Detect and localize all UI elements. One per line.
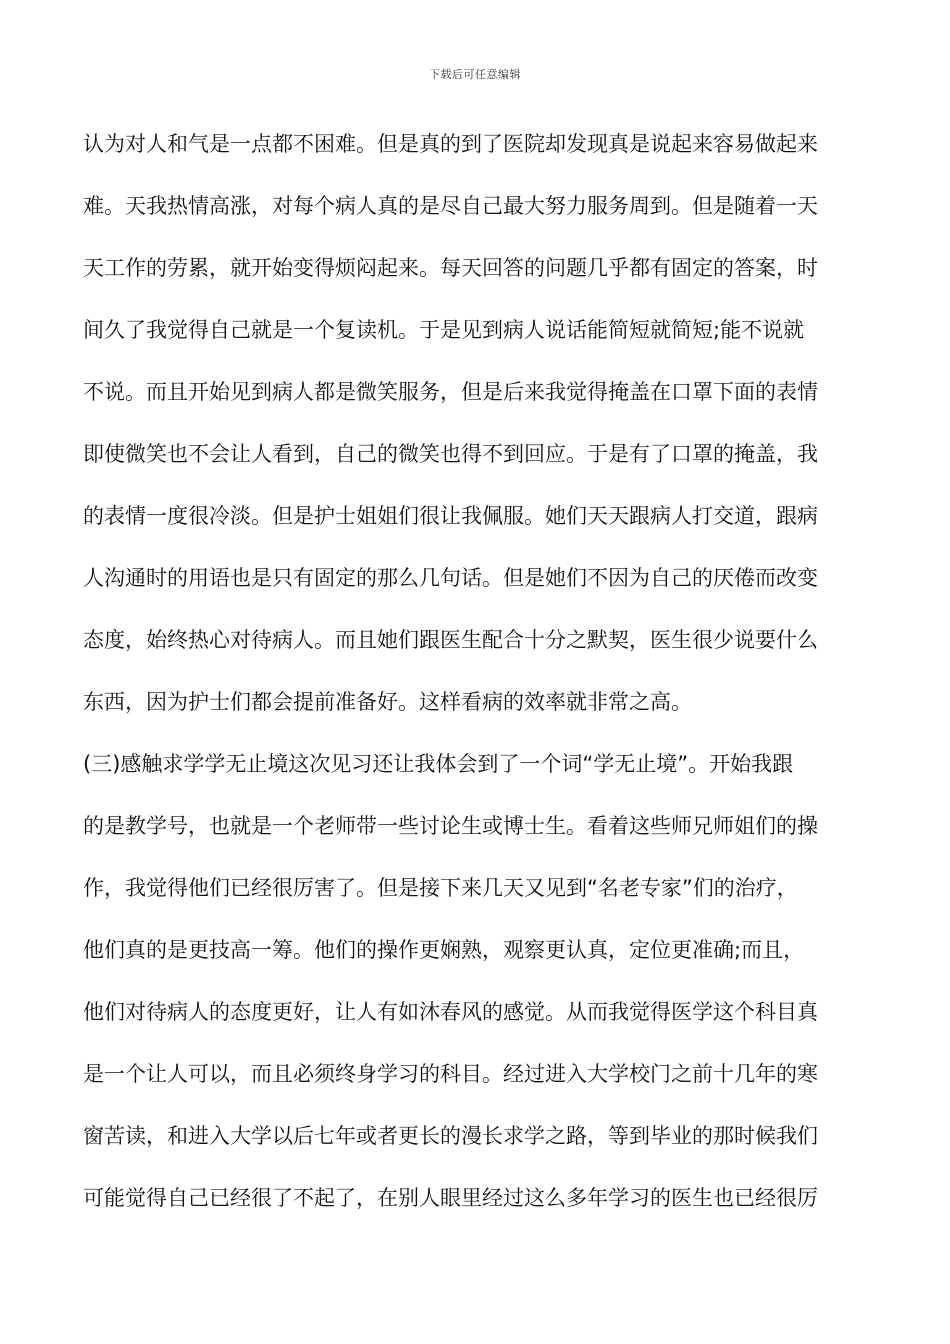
text-line: 他们真的是更技高一筹。他们的操作更娴熟，观察更认真，定位更准确;而且， (83, 938, 805, 962)
text-line: 难。天我热情高涨，对每个病人真的是尽自己最大努力服务周到。但是随着一天 (83, 194, 818, 218)
text-line: 窗苦读，和进入大学以后七年或者更长的漫长求学之路，等到毕业的那时候我们 (83, 1124, 818, 1148)
text-line: (三)感触求学学无止境这次见习还让我体会到了一个词“学无止境”。开始我跟 (83, 752, 794, 776)
text-line: 的表情一度很冷淡。但是护士姐姐们很让我佩服。她们天天跟病人打交道，跟病 (83, 504, 818, 528)
text-line: 人沟通时的用语也是只有固定的那么几句话。但是她们不因为自己的厌倦而改变 (83, 566, 818, 590)
text-line: 认为对人和气是一点都不困难。但是真的到了医院却发现真是说起来容易做起来 (83, 132, 818, 156)
text-line: 即使微笑也不会让人看到，自己的微笑也得不到回应。于是有了口罩的掩盖，我 (83, 442, 818, 466)
text-line: 东西，因为护士们都会提前准备好。这样看病的效率就非常之高。 (83, 690, 692, 714)
text-line: 是一个让人可以，而且必须终身学习的科目。经过进入大学校门之前十几年的寒 (83, 1062, 818, 1086)
text-line: 天工作的劳累，就开始变得烦闷起来。每天回答的问题几乎都有固定的答案，时 (83, 256, 818, 280)
body-text (83, 113, 873, 1229)
text-line: 作，我觉得他们已经很厉害了。但是接下来几天又见到“名老专家”们的治疗， (83, 876, 798, 900)
text-line: 他们对待病人的态度更好，让人有如沐春风的感觉。从而我觉得医学这个科目真 (83, 1000, 818, 1024)
text-line: 可能觉得自己已经很了不起了，在别人眼里经过这么多年学习的医生也已经很厉 (83, 1186, 818, 1210)
text-line: 间久了我觉得自己就是一个复读机。于是见到病人说话能简短就简短;能不说就 (83, 318, 805, 342)
text-line: 态度，始终热心对待病人。而且她们跟医生配合十分之默契，医生很少说要什么 (83, 628, 818, 652)
text-line: 不说。而且开始见到病人都是微笑服务，但是后来我觉得掩盖在口罩下面的表情 (83, 380, 818, 404)
text-line: 的是教学号，也就是一个老师带一些讨论生或博士生。看着这些师兄师姐们的操 (83, 814, 818, 838)
page-header: 下载后可任意编辑 (429, 68, 521, 81)
